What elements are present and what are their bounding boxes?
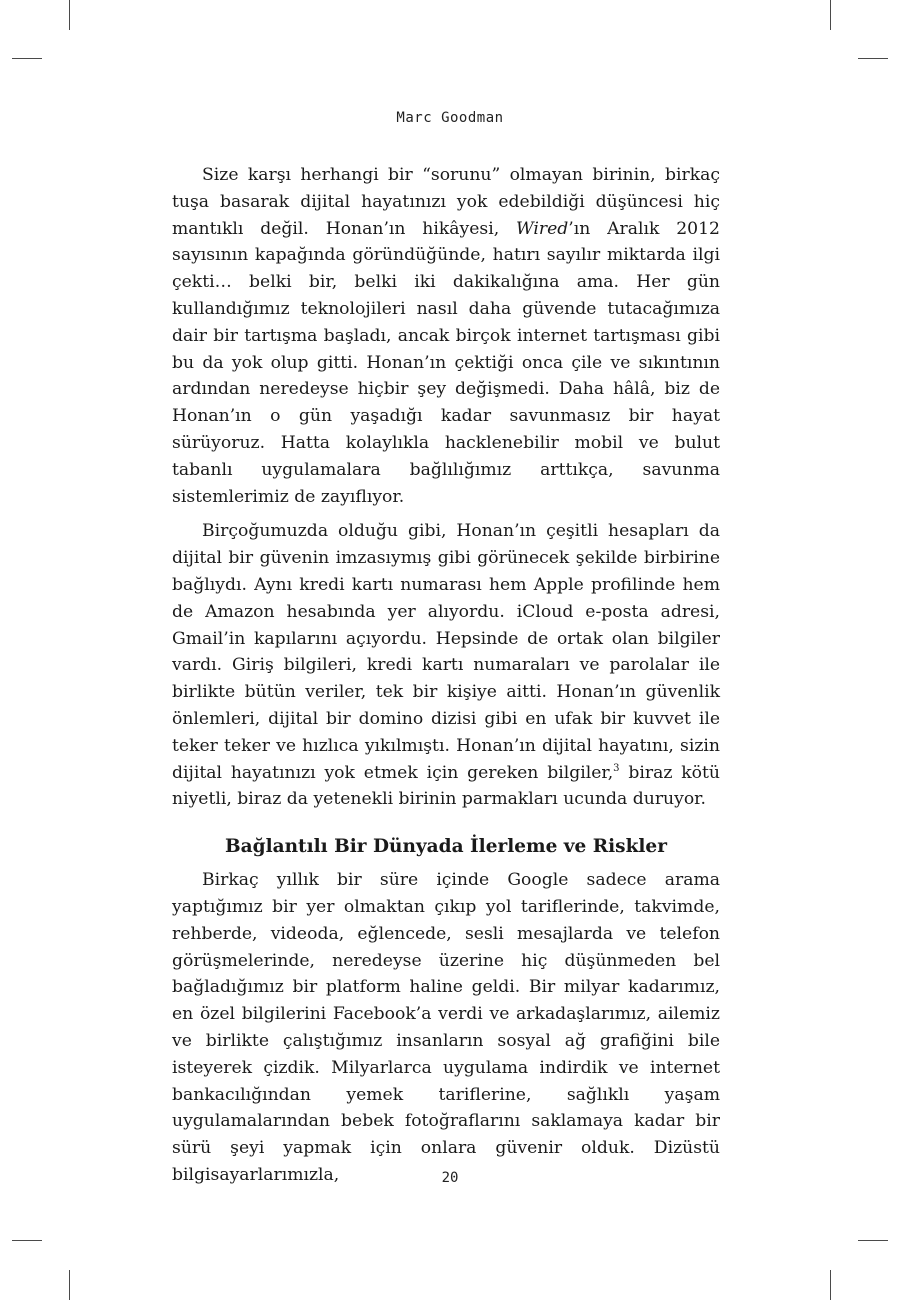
body-text — [172, 162, 720, 1189]
crop-mark — [12, 1240, 42, 1241]
paragraph: Birkaç yıllık bir süre içinde Google sadece arama yaptığımız bir yer olmaktan çıkıp yol tariflerinde, takvimde, rehberde, videoda, eğlencede, sesli mesajlarda ve telefon görüşmelerinde, neredeyse üzerine hiç düşünmeden bel bağladığımız bir platform haline geldi. Bir milyar kadarımız, en özel bilgilerini Facebook’a verdi ve arkadaşlarımız, ailemiz ve birlikte çalıştığımız insanların sosyal ağ grafiğini bile isteyerek çizdik. Milyarlarca uygulama indirdik ve internet bankacılığından yemek tariflerine, sağlıklı yaşam uygulamalarından bebek fotoğraflarını saklamaya kadar bir sürü şeyi yapmak için onlara güvenir olduk. Dizüstü bilgisayarlarımızla, — [172, 870, 720, 1185]
running-head: Marc Goodman — [396, 110, 504, 126]
crop-mark — [830, 1270, 831, 1300]
paragraph-text: Birçoğumuzda olduğu gibi, Honan’ın çeşitli hesapları da dijital bir güvenin imzasıymış gibi görünecek şekilde birbirine bağlıydı. Aynı kredi kartı numarası hem Apple profilinde hem de Amazon hesabında yer alıyordu. iCloud e-posta adresi, Gmail’in kapılarını açıyordu. Hepsinde de ortak olan bilgiler vardı. Giriş bilgileri, kredi kartı numaraları ve parolalar ile birlikte bütün veriler, tek bir kişiye aitti. Honan’ın güvenlik önlemleri, dijital bir domino dizisi gibi en ufak bir kuvvet ile teker teker ve hızlıca yıkılmıştı. Honan’ın dijital hayatını, sizin dijital hayatınızı yok etmek için gereken bilgiler, — [172, 521, 720, 783]
paragraph-text: ’ın Aralık 2012 sayısının kapağında göründüğünde, hatırı sayılır miktarda ilgi çekti… belki bir, belki iki dakikalığına ama. Her gün kullandığımız teknolojileri nasıl daha güvende tutacağımıza dair bir tartışma başladı, ancak birçok internet tartışması gibi bu da yok olup gitti. Honan’ın çektiği onca çile ve sıkıntının ardından neredeyse hiçbir şey değişmedi. Daha hâlâ, biz de Honan’ın o gün yaşadığı kadar savunmasız bir hayat sürüyoruz. Hatta kolaylıkla hacklenebilir mobil ve bulut tabanlı uygulamalara bağlılığımız arttıkça, savunma sistemlerimiz de zayıflıyor. — [172, 218, 720, 507]
section-heading: Bağlantılı Bir Dünyada İlerleme ve Riskler — [225, 836, 667, 858]
crop-mark — [69, 0, 70, 30]
paragraph — [172, 518, 720, 813]
paragraph-text: biraz kötü niyetli, biraz da yetenekli birinin parmakları ucunda duruyor. — [172, 762, 721, 810]
crop-mark — [69, 1270, 70, 1300]
page-number: 20 — [441, 1170, 459, 1186]
paragraph — [172, 162, 720, 510]
crop-mark — [858, 58, 888, 59]
crop-mark — [858, 1240, 888, 1241]
magazine-title: Wired — [516, 218, 569, 239]
crop-mark — [12, 58, 42, 59]
crop-mark — [830, 0, 831, 30]
paragraph-text: Size karşı herhangi bir “sorunu” olmayan birinin, birkaç tuşa basarak dijital hayatınızı yok edebildiği düşüncesi hiç mantıklı değil. Honan’ın hikâyesi, — [172, 165, 720, 239]
footnote-ref: 3 — [613, 762, 620, 774]
